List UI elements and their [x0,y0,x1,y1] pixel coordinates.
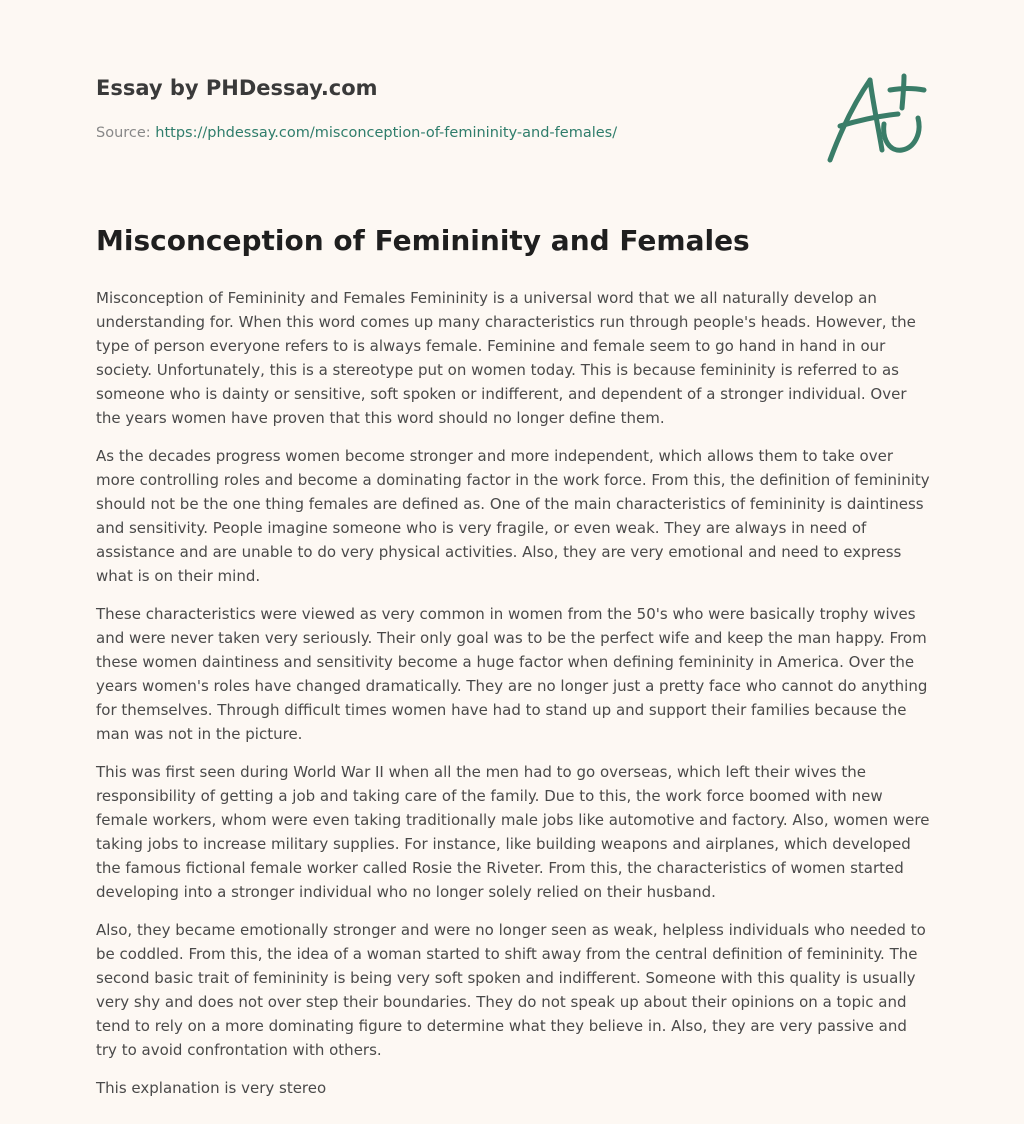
essay-paragraph: Also, they became emotionally stronger and were no longer seen as weak, helpless individuals who needed to be coddled. From this, the idea of a woman started to shift away from the central definition of femininity. The second basic trait of femininity is being very soft spoken and indifferent. Someone with this quality is usually very shy and does not over step their boundaries. They do not speak up about their opinions on a topic and tend to rely on a more dominating figure to determine what they believe in. Also, they are very passive and try to avoid confrontation with others. [96,921,926,1059]
source-label: Source: [96,125,151,141]
essay-paragraph: This explanation is very stereo [96,1079,327,1097]
essay-paragraph: As the decades progress women become stronger and more independent, which allows them to take over more controlling roles and become a dominating factor in the work force. From this, the definition of femininity should not be the one thing females are defined as. One of the main characteristics of femininity is daintiness and sensitivity. People imagine someone who is very fragile, or even weak. They are always in need of assistance and are unable to do very physical activities. Also, they are very emotional and need to express what is on their mind. [96,447,930,585]
essay-paragraph: These characteristics were viewed as very common in women from the 50's who were basically trophy wives and were never taken very seriously. Their only goal was to be the perfect wife and keep the man happy. From these women daintiness and sensitivity become a huge factor when defining femininity in America. Over the years women's roles have changed dramatically. They are no longer just a pretty face who cannot do anything for themselves. Through difficult times women have had to stand up and support their families because the man was not in the picture. [96,605,928,743]
essay-paragraph: Misconception of Femininity and Females Femininity is a universal word that we all naturally develop an understanding for. When this word comes up many characteristics run through people's heads. However, the type of person everyone refers to is always female. Feminine and female seem to go hand in hand in our society. Unfortunately, this is a stereotype put on women today. This is because femininity is referred to as someone who is dainty or sensitive, soft spoken or indifferent, and dependent of a stronger individual. Over the years women have proven that this word should no longer define them. [96,289,916,427]
essay-title: Misconception of Femininity and Females [96,224,750,257]
site-brand: Essay by PHDessay.com [96,76,378,100]
source-line [96,125,617,141]
a-plus-logo-icon [818,68,930,168]
source-link[interactable]: https://phdessay.com/misconception-of-femininity-and-females/ [155,125,618,141]
essay-body [96,286,932,1114]
essay-paragraph: This was first seen during World War II when all the men had to go overseas, which left their wives the responsibility of getting a job and taking care of the family. Due to this, the work force boomed with new female workers, whom were even taking traditionally male jobs like automotive and factory. Also, women were taking jobs to increase military supplies. For instance, like building weapons and airplanes, which developed the famous fictional female worker called Rosie the Riveter. From this, the characteristics of women started developing into a stronger individual who no longer solely relied on their husband. [96,763,930,901]
